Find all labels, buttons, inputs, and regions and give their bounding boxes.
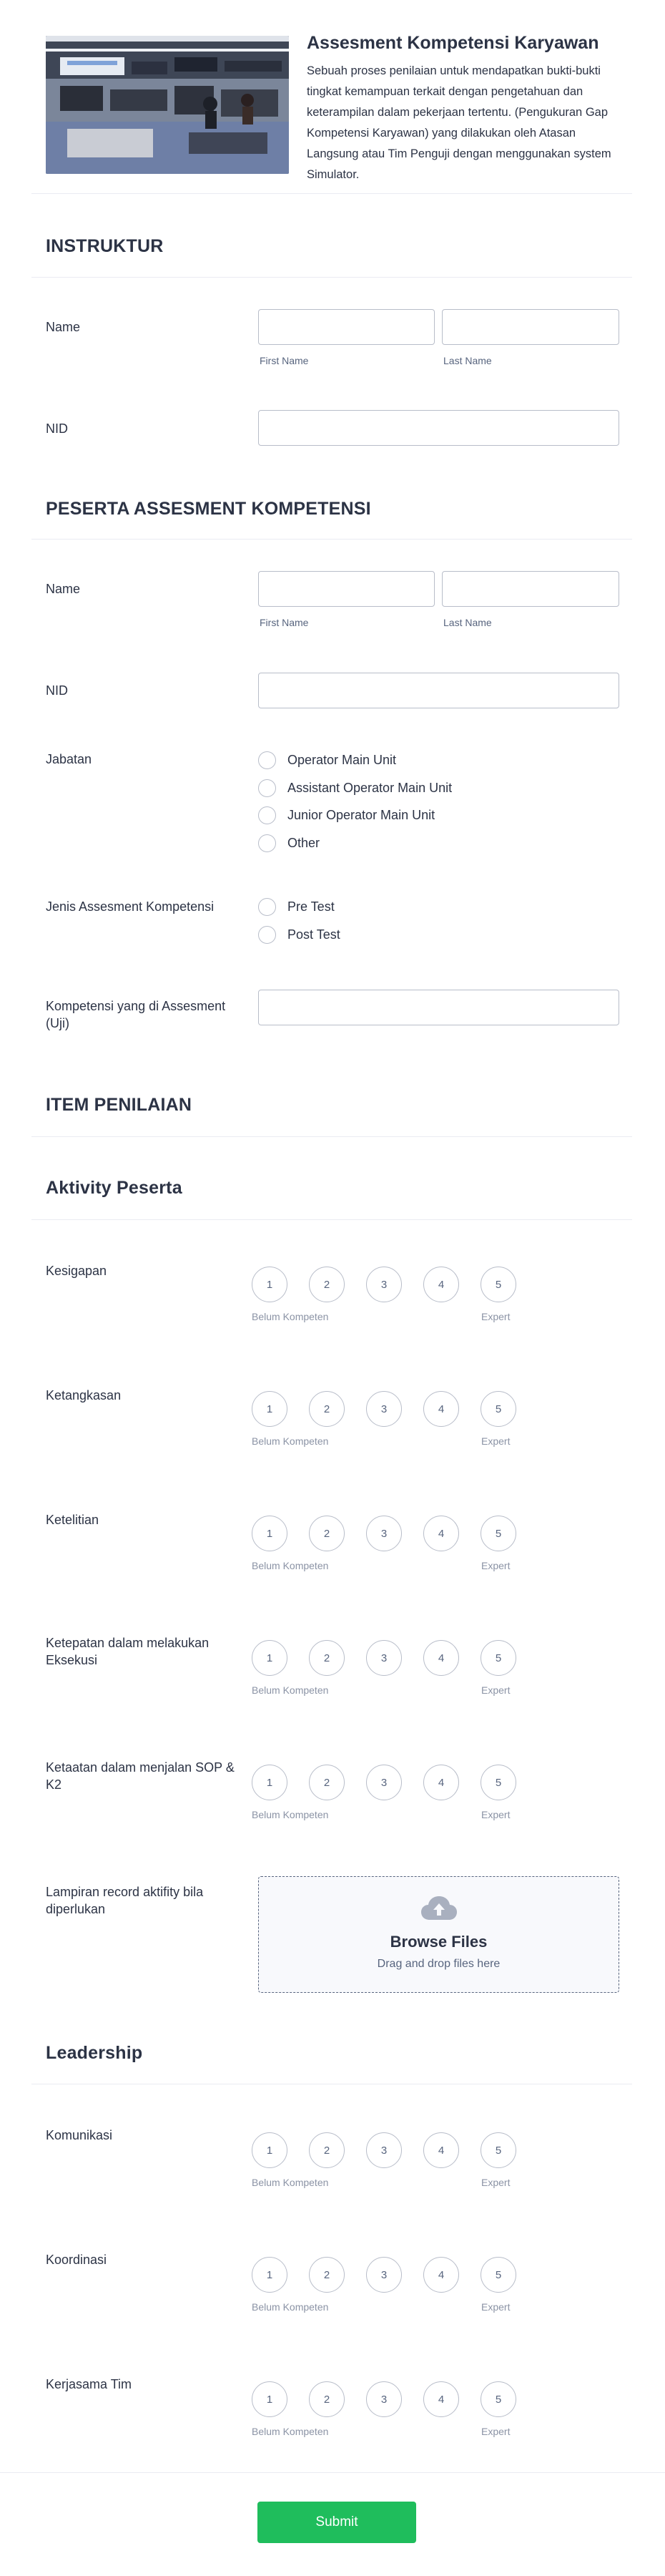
- leadership-heading: Leadership: [46, 2043, 143, 2063]
- footer-divider: [0, 2472, 665, 2473]
- scale-option-2[interactable]: 2: [309, 1391, 345, 1427]
- browse-files-label: Browse Files: [390, 1933, 488, 1951]
- radio-button[interactable]: [258, 779, 276, 797]
- scale-option-3[interactable]: 3: [366, 1640, 402, 1676]
- scale-high-label: Expert: [481, 1311, 511, 1322]
- scale-option-1[interactable]: 1: [252, 1765, 287, 1800]
- ketangkasan-label: Ketangkasan: [46, 1388, 122, 1402]
- drag-drop-hint: Drag and drop files here: [377, 1958, 501, 1970]
- scale-option-3[interactable]: 3: [366, 1516, 402, 1551]
- radio-button[interactable]: [258, 751, 276, 769]
- scale-option-2[interactable]: 2: [309, 1516, 345, 1551]
- scale-option-3[interactable]: 3: [366, 2132, 402, 2168]
- jabatan-option-junior-operator[interactable]: Junior Operator Main Unit: [258, 805, 435, 825]
- jabatan-option-operator-main-unit[interactable]: Operator Main Unit: [258, 750, 396, 770]
- scale-option-5[interactable]: 5: [481, 2381, 516, 2417]
- divider: [31, 1219, 632, 1220]
- scale-option-4[interactable]: 4: [423, 1640, 459, 1676]
- item-penilaian-heading: ITEM PENILAIAN: [46, 1095, 192, 1115]
- first-name-sublabel: First Name: [260, 355, 309, 366]
- control-room-image: [46, 36, 289, 174]
- scale-low-label: Belum Kompeten: [252, 2301, 329, 2313]
- first-name-sublabel: First Name: [260, 617, 309, 628]
- scale-high-label: Expert: [481, 2177, 511, 2188]
- divider: [31, 277, 632, 278]
- lampiran-label: Lampiran record aktifity bila diperlukan: [46, 1885, 204, 1916]
- scale-option-3[interactable]: 3: [366, 1765, 402, 1800]
- scale-option-2[interactable]: 2: [309, 2257, 345, 2293]
- scale-high-label: Expert: [481, 2301, 511, 2313]
- scale-option-5[interactable]: 5: [481, 2257, 516, 2293]
- peserta-first-name-input[interactable]: [258, 571, 435, 607]
- jabatan-label: Jabatan: [46, 752, 92, 766]
- form-title: Assesment Kompetensi Karyawan: [307, 33, 599, 53]
- scale-low-label: Belum Kompeten: [252, 2426, 329, 2437]
- scale-option-5[interactable]: 5: [481, 1640, 516, 1676]
- scale-option-4[interactable]: 4: [423, 2132, 459, 2168]
- scale-option-3[interactable]: 3: [366, 2381, 402, 2417]
- divider: [31, 193, 632, 194]
- ketelitian-label: Ketelitian: [46, 1513, 99, 1527]
- jabatan-option-assistant-operator[interactable]: Assistant Operator Main Unit: [258, 778, 452, 798]
- scale-high-label: Expert: [481, 1435, 511, 1447]
- scale-option-3[interactable]: 3: [366, 1267, 402, 1302]
- scale-low-label: Belum Kompeten: [252, 1684, 329, 1696]
- scale-high-label: Expert: [481, 1809, 511, 1820]
- scale-option-3[interactable]: 3: [366, 1391, 402, 1427]
- ketelitian-scale: [252, 1516, 523, 1580]
- divider: [31, 539, 632, 540]
- peserta-name-label: Name: [46, 582, 81, 596]
- form-header: [46, 33, 618, 182]
- koordinasi-scale: [252, 2257, 523, 2321]
- submit-button[interactable]: Submit: [257, 2502, 416, 2543]
- scale-option-2[interactable]: 2: [309, 1640, 345, 1676]
- instruktur-first-name-input[interactable]: [258, 309, 435, 345]
- radio-button[interactable]: [258, 806, 276, 824]
- scale-option-1[interactable]: 1: [252, 1516, 287, 1551]
- kerjasama-tim-label: Kerjasama Tim: [46, 2377, 132, 2391]
- kesigapan-scale: [252, 1267, 523, 1331]
- scale-option-2[interactable]: 2: [309, 1267, 345, 1302]
- scale-option-5[interactable]: 5: [481, 1391, 516, 1427]
- scale-option-1[interactable]: 1: [252, 2132, 287, 2168]
- scale-option-5[interactable]: 5: [481, 1516, 516, 1551]
- scale-high-label: Expert: [481, 2426, 511, 2437]
- kesigapan-label: Kesigapan: [46, 1264, 107, 1278]
- scale-option-4[interactable]: 4: [423, 2381, 459, 2417]
- kerjasama-tim-scale: [252, 2381, 523, 2446]
- ketepatan-label: Ketepatan dalam melakukan Eksekusi: [46, 1636, 210, 1667]
- ketepatan-scale: [252, 1640, 523, 1704]
- scale-high-label: Expert: [481, 1684, 511, 1696]
- jabatan-option-other[interactable]: Other: [258, 833, 320, 853]
- scale-option-4[interactable]: 4: [423, 1765, 459, 1800]
- scale-low-label: Belum Kompeten: [252, 1560, 329, 1571]
- scale-option-1[interactable]: 1: [252, 1391, 287, 1427]
- jenis-assesment-label: Jenis Assesment Kompetensi: [46, 899, 215, 914]
- scale-option-1[interactable]: 1: [252, 1640, 287, 1676]
- koordinasi-label: Koordinasi: [46, 2253, 107, 2267]
- scale-option-5[interactable]: 5: [481, 2132, 516, 2168]
- peserta-nid-label: NID: [46, 683, 68, 698]
- ketaatan-label: Ketaatan dalam menjalan SOP & K2: [46, 1760, 235, 1792]
- divider: [31, 1136, 632, 1137]
- instruktur-last-name-input[interactable]: [442, 309, 619, 345]
- scale-low-label: Belum Kompeten: [252, 1311, 329, 1322]
- scale-option-2[interactable]: 2: [309, 2132, 345, 2168]
- scale-option-4[interactable]: 4: [423, 1267, 459, 1302]
- radio-button[interactable]: [258, 898, 276, 916]
- last-name-sublabel: Last Name: [443, 617, 492, 628]
- scale-option-1[interactable]: 1: [252, 1267, 287, 1302]
- scale-option-2[interactable]: 2: [309, 2381, 345, 2417]
- peserta-last-name-input[interactable]: [442, 571, 619, 607]
- scale-option-5[interactable]: 5: [481, 1765, 516, 1800]
- scale-high-label: Expert: [481, 1560, 511, 1571]
- jenis-option-pre-test[interactable]: Pre Test: [258, 897, 335, 917]
- form-description: Sebuah proses penilaian untuk mendapatkan bukti-bukti tingkat kemampuan terkait dengan pengetahuan dan keterampilan dalam pekerjaan tertentu. (Pengukuran Gap Kompetensi Karyawan) yang dilakukan oleh Atasan Langsung atau Tim Penguji dengan menggunakan system Simulator.: [307, 64, 611, 181]
- scale-option-4[interactable]: 4: [423, 1516, 459, 1551]
- instruktur-heading: INSTRUKTUR: [46, 236, 164, 256]
- kompetensi-label: Kompetensi yang di Assesment (Uji): [46, 999, 226, 1030]
- instruktur-nid-label: NID: [46, 421, 68, 436]
- komunikasi-scale: [252, 2132, 523, 2197]
- scale-option-3[interactable]: 3: [366, 2257, 402, 2293]
- peserta-nid-input[interactable]: [258, 673, 619, 708]
- radio-button[interactable]: [258, 834, 276, 852]
- scale-low-label: Belum Kompeten: [252, 2177, 329, 2188]
- scale-low-label: Belum Kompeten: [252, 1435, 329, 1447]
- kompetensi-input[interactable]: [258, 990, 619, 1025]
- scale-low-label: Belum Kompeten: [252, 1809, 329, 1820]
- scale-option-4[interactable]: 4: [423, 1391, 459, 1427]
- radio-button[interactable]: [258, 926, 276, 944]
- aktivity-heading: Aktivity Peserta: [46, 1178, 182, 1198]
- scale-option-1[interactable]: 1: [252, 2381, 287, 2417]
- ketaatan-scale: [252, 1765, 523, 1829]
- instruktur-name-label: Name: [46, 320, 81, 334]
- scale-option-1[interactable]: 1: [252, 2257, 287, 2293]
- scale-option-4[interactable]: 4: [423, 2257, 459, 2293]
- peserta-heading: PESERTA ASSESMENT KOMPETENSI: [46, 499, 371, 519]
- jenis-option-post-test[interactable]: Post Test: [258, 924, 340, 945]
- komunikasi-label: Komunikasi: [46, 2128, 113, 2142]
- scale-option-2[interactable]: 2: [309, 1765, 345, 1800]
- last-name-sublabel: Last Name: [443, 355, 492, 366]
- file-upload-dropzone[interactable]: [258, 1876, 619, 1993]
- ketangkasan-scale: [252, 1391, 523, 1455]
- cloud-upload-icon: [420, 1894, 458, 1923]
- instruktur-nid-input[interactable]: [258, 410, 619, 446]
- scale-option-5[interactable]: 5: [481, 1267, 516, 1302]
